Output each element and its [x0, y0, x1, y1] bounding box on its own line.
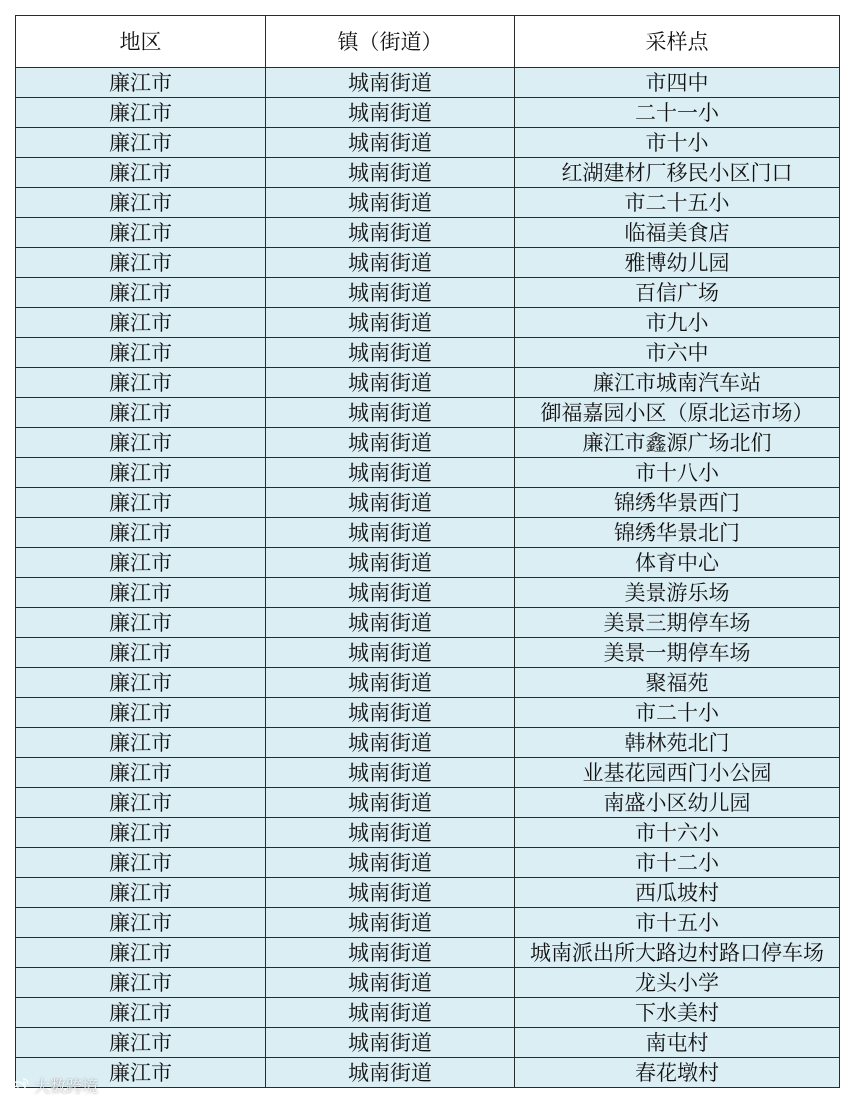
cell-town: 城南街道: [266, 1028, 515, 1058]
cell-region: 廉江市: [16, 518, 266, 548]
cell-town: 城南街道: [266, 188, 515, 218]
cell-town: 城南街道: [266, 308, 515, 338]
table-row: [16, 758, 840, 788]
table-row: [16, 908, 840, 938]
table-row: [16, 608, 840, 638]
table-row: [16, 338, 840, 368]
cell-town: 城南街道: [266, 788, 515, 818]
cell-town: 城南街道: [266, 518, 515, 548]
table-row: [16, 878, 840, 908]
cell-town: 城南街道: [266, 638, 515, 668]
cell-sampling-site: 市十五小: [515, 908, 840, 938]
table-row: [16, 128, 840, 158]
cell-sampling-site: 市十小: [515, 128, 840, 158]
column-header-town: 镇（街道）: [266, 16, 515, 68]
cell-sampling-site: 雅博幼儿园: [515, 248, 840, 278]
cell-region: 廉江市: [16, 548, 266, 578]
cell-region: 廉江市: [16, 98, 266, 128]
cell-region: 廉江市: [16, 968, 266, 998]
table-row: [16, 998, 840, 1028]
cell-sampling-site: 锦绣华景西门: [515, 488, 840, 518]
table-row: [16, 428, 840, 458]
table-row: [16, 968, 840, 998]
cell-sampling-site: 业基花园西门小公园: [515, 758, 840, 788]
table-row: [16, 278, 840, 308]
sampling-sites-table: [15, 15, 840, 1088]
cell-sampling-site: 下水美村: [515, 998, 840, 1028]
cell-sampling-site: 市十二小: [515, 848, 840, 878]
cell-town: 城南街道: [266, 848, 515, 878]
cell-town: 城南街道: [266, 878, 515, 908]
cell-town: 城南街道: [266, 818, 515, 848]
cell-region: 廉江市: [16, 788, 266, 818]
cell-region: 廉江市: [16, 758, 266, 788]
cell-region: 廉江市: [16, 848, 266, 878]
cell-town: 城南街道: [266, 488, 515, 518]
cell-sampling-site: 南屯村: [515, 1028, 840, 1058]
cell-sampling-site: 市二十五小: [515, 188, 840, 218]
cell-sampling-site: 美景游乐场: [515, 578, 840, 608]
cell-region: 廉江市: [16, 608, 266, 638]
cell-town: 城南街道: [266, 98, 515, 128]
cell-region: 廉江市: [16, 668, 266, 698]
cell-sampling-site: 聚福苑: [515, 668, 840, 698]
cell-town: 城南街道: [266, 248, 515, 278]
cell-region: 廉江市: [16, 938, 266, 968]
cell-sampling-site: 廉江市城南汽车站: [515, 368, 840, 398]
table-header: [16, 16, 840, 68]
cell-town: 城南街道: [266, 938, 515, 968]
weibo-icon: [8, 1077, 30, 1095]
table-row: [16, 1058, 840, 1088]
table-row: [16, 68, 840, 98]
table-row: [16, 98, 840, 128]
cell-region: 廉江市: [16, 998, 266, 1028]
cell-region: 廉江市: [16, 1058, 266, 1088]
table-row: [16, 638, 840, 668]
cell-sampling-site: 城南派出所大路边村路口停车场: [515, 938, 840, 968]
table-row: [16, 398, 840, 428]
table-row: [16, 368, 840, 398]
cell-region: 廉江市: [16, 908, 266, 938]
cell-town: 城南街道: [266, 578, 515, 608]
cell-sampling-site: 市十六小: [515, 818, 840, 848]
cell-sampling-site: 西瓜坡村: [515, 878, 840, 908]
cell-region: 廉江市: [16, 878, 266, 908]
table-row: [16, 458, 840, 488]
cell-town: 城南街道: [266, 608, 515, 638]
table-row: [16, 548, 840, 578]
table-row: [16, 248, 840, 278]
cell-sampling-site: 市十八小: [515, 458, 840, 488]
column-header-sampling-site: 采样点: [515, 16, 840, 68]
table-row: [16, 158, 840, 188]
cell-town: 城南街道: [266, 758, 515, 788]
cell-region: 廉江市: [16, 218, 266, 248]
cell-sampling-site: 锦绣华景北门: [515, 518, 840, 548]
cell-region: 廉江市: [16, 638, 266, 668]
table-row: [16, 308, 840, 338]
cell-sampling-site: 春花墩村: [515, 1058, 840, 1088]
cell-sampling-site: 红湖建材厂移民小区门口: [515, 158, 840, 188]
cell-town: 城南街道: [266, 218, 515, 248]
cell-sampling-site: 体育中心: [515, 548, 840, 578]
cell-region: 廉江市: [16, 308, 266, 338]
watermark-text: 大数跨境: [34, 1077, 99, 1096]
cell-sampling-site: 临福美食店: [515, 218, 840, 248]
header-row: [16, 16, 840, 68]
cell-region: 廉江市: [16, 338, 266, 368]
cell-region: 廉江市: [16, 158, 266, 188]
cell-region: 廉江市: [16, 368, 266, 398]
cell-town: 城南街道: [266, 278, 515, 308]
cell-region: 廉江市: [16, 188, 266, 218]
table-row: [16, 938, 840, 968]
cell-region: 廉江市: [16, 728, 266, 758]
cell-region: 廉江市: [16, 818, 266, 848]
cell-sampling-site: 御福嘉园小区（原北运市场）: [515, 398, 840, 428]
cell-town: 城南街道: [266, 698, 515, 728]
table-body: [16, 68, 840, 1088]
cell-town: 城南街道: [266, 128, 515, 158]
cell-region: 廉江市: [16, 398, 266, 428]
cell-town: 城南街道: [266, 968, 515, 998]
cell-region: 廉江市: [16, 128, 266, 158]
table-row: [16, 788, 840, 818]
table-row: [16, 188, 840, 218]
cell-sampling-site: 韩林苑北门: [515, 728, 840, 758]
table-row: [16, 818, 840, 848]
cell-town: 城南街道: [266, 398, 515, 428]
cell-town: 城南街道: [266, 458, 515, 488]
cell-town: 城南街道: [266, 158, 515, 188]
cell-town: 城南街道: [266, 68, 515, 98]
table-row: [16, 668, 840, 698]
table-row: [16, 218, 840, 248]
cell-region: 廉江市: [16, 428, 266, 458]
cell-sampling-site: 市四中: [515, 68, 840, 98]
cell-town: 城南街道: [266, 368, 515, 398]
cell-region: 廉江市: [16, 68, 266, 98]
cell-sampling-site: 市九小: [515, 308, 840, 338]
table-row: [16, 578, 840, 608]
table-row: [16, 728, 840, 758]
table-row: [16, 698, 840, 728]
cell-sampling-site: 美景一期停车场: [515, 638, 840, 668]
cell-town: 城南街道: [266, 338, 515, 368]
cell-town: 城南街道: [266, 1058, 515, 1088]
cell-sampling-site: 百信广场: [515, 278, 840, 308]
cell-region: 廉江市: [16, 1028, 266, 1058]
cell-town: 城南街道: [266, 998, 515, 1028]
cell-town: 城南街道: [266, 428, 515, 458]
cell-town: 城南街道: [266, 728, 515, 758]
cell-sampling-site: 廉江市鑫源广场北们: [515, 428, 840, 458]
cell-sampling-site: 南盛小区幼儿园: [515, 788, 840, 818]
column-header-region: 地区: [16, 16, 266, 68]
cell-region: 廉江市: [16, 488, 266, 518]
cell-region: 廉江市: [16, 248, 266, 278]
cell-sampling-site: 市六中: [515, 338, 840, 368]
table-row: [16, 518, 840, 548]
table-row: [16, 1028, 840, 1058]
cell-region: 廉江市: [16, 278, 266, 308]
cell-region: 廉江市: [16, 698, 266, 728]
table-row: [16, 488, 840, 518]
cell-town: 城南街道: [266, 668, 515, 698]
table-row: [16, 848, 840, 878]
cell-town: 城南街道: [266, 908, 515, 938]
cell-sampling-site: 市二十小: [515, 698, 840, 728]
cell-sampling-site: 龙头小学: [515, 968, 840, 998]
cell-sampling-site: 美景三期停车场: [515, 608, 840, 638]
cell-town: 城南街道: [266, 548, 515, 578]
cell-sampling-site: 二十一小: [515, 98, 840, 128]
cell-region: 廉江市: [16, 578, 266, 608]
watermark: [8, 1074, 98, 1097]
cell-region: 廉江市: [16, 458, 266, 488]
